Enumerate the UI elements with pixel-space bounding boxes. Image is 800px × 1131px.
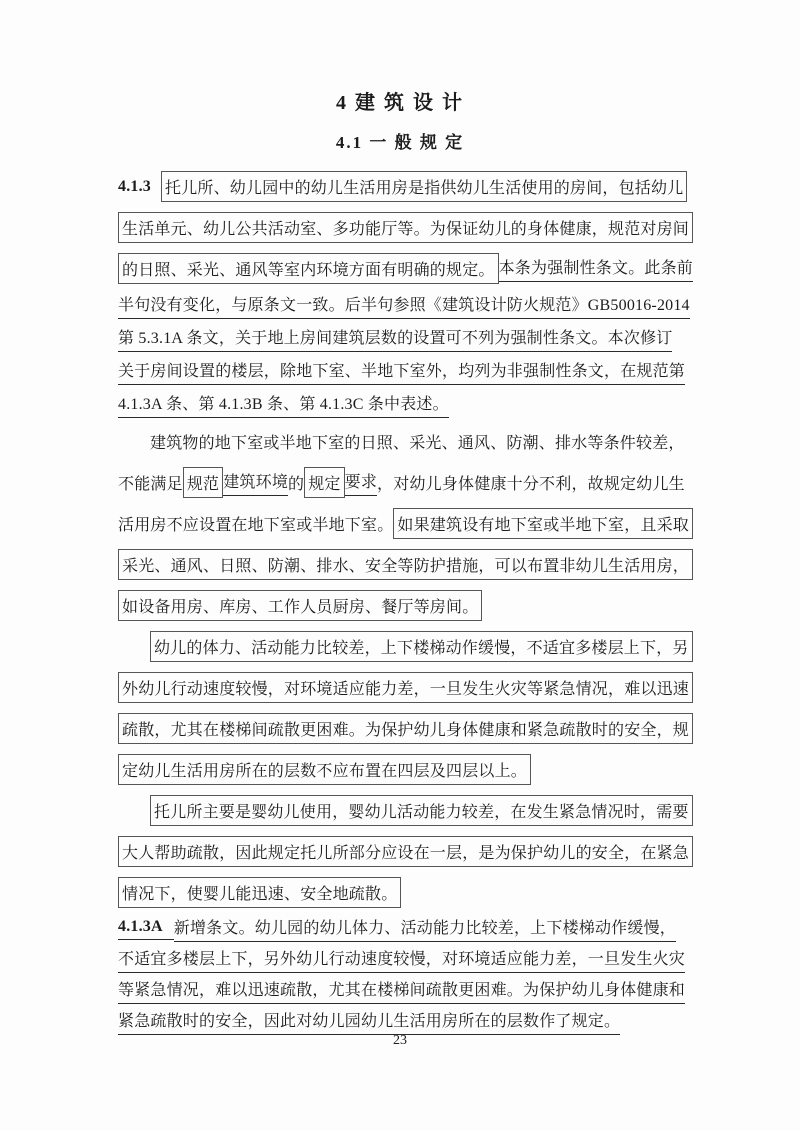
text-segment-bold-underline: 4.1.3A bbox=[118, 918, 174, 940]
text-segment-underline: 新增条文。幼儿园的幼儿体力、活动能力比较差，上下楼梯动作缓慢， bbox=[174, 915, 676, 942]
text-line bbox=[118, 913, 688, 944]
text-line bbox=[118, 667, 688, 708]
text-line bbox=[118, 831, 688, 872]
text-line bbox=[118, 872, 688, 913]
text-segment-box: 托儿所主要是婴幼儿使用，婴幼儿活动能力较差，在发生紧急情况时，需要 bbox=[150, 795, 693, 826]
text-line bbox=[118, 462, 688, 503]
text-segment-underline: 等紧急情况，难以迅速疏散，尤其在楼梯间疏散更困难。为保护幼儿身体健康和 bbox=[118, 977, 685, 1004]
text-line bbox=[118, 248, 694, 289]
text-segment-plain: 的 bbox=[288, 476, 305, 493]
text-line bbox=[118, 322, 688, 355]
text-line bbox=[118, 749, 688, 790]
text-segment-underline: 本条为强制性条文。此条前 bbox=[499, 255, 693, 282]
section-title: 4.1 一 般 规 定 bbox=[335, 133, 465, 152]
text-line bbox=[118, 388, 688, 421]
text-segment-underline: 要求 bbox=[345, 469, 377, 496]
text-line bbox=[118, 944, 688, 975]
text-line bbox=[118, 544, 688, 585]
text-segment-box: 定幼儿生活用房所在的层数不应布置在四层及四层以上。 bbox=[118, 754, 531, 785]
text-segment-plain: 建筑物的地下室或半地下室的日照、采光、通风、防潮、排水等条件较差， bbox=[150, 435, 685, 452]
text-segment-underline: 关于房间设置的楼层，除地下室、半地下室外，均列为非强制性条文，在规范第 bbox=[118, 358, 685, 385]
text-line bbox=[118, 708, 688, 749]
text-segment-box: 如设备用房、库房、工作人员厨房、餐厅等房间。 bbox=[118, 590, 482, 621]
text-segment-box: 疏散，尤其在楼梯间疏散更困难。为保护幼儿身体健康和紧急疏散时的安全，规 bbox=[118, 713, 693, 744]
text-segment-box: 规范 bbox=[183, 467, 223, 498]
text-segment-box: 大人帮助疏散，因此规定托儿所部分应设在一层，是为保护幼儿的安全，在紧急 bbox=[118, 836, 693, 867]
text-segment-underline: 4.1.3A 条、第 4.1.3B 条、第 4.1.3C 条中表述。 bbox=[118, 391, 449, 418]
text-segment-box: 规定 bbox=[304, 467, 344, 498]
text-segment-box: 情况下，使婴儿能迅速、安全地疏散。 bbox=[118, 877, 401, 908]
page-number: 23 bbox=[393, 1033, 407, 1048]
text-line bbox=[118, 626, 688, 667]
text-line bbox=[118, 421, 688, 462]
text-segment-underline: 第 5.3.1A 条文，关于地上房间建筑层数的设置可不列为强制性条文。本次修订 bbox=[118, 325, 672, 352]
text-segment-box: 幼儿的体力、活动能力比较差，上下楼梯动作缓慢，不适宜多楼层上下，另 bbox=[150, 631, 693, 662]
text-segment-underline: 不适宜多楼层上下，另外幼儿行动速度较慢，对环境适应能力差，一旦发生火灾 bbox=[118, 946, 685, 973]
text-line bbox=[118, 166, 688, 207]
text-segment-underline: 半句没有变化，与原条文一致。后半句参照《建筑设计防火规范》GB50016-2014 bbox=[118, 292, 690, 319]
text-segment-underline: 建筑环境 bbox=[223, 469, 288, 496]
chapter-title: 4 建 筑 设 计 bbox=[336, 92, 464, 114]
text-segment-box: 采光、通风、日照、防潮、排水、安全等防护措施，可以布置非幼儿生活用房， bbox=[118, 549, 693, 580]
text-line bbox=[118, 207, 688, 248]
text-segment-box: 生活单元、幼儿公共活动室、多功能厅等。为保证幼儿的身体健康，规范对房间 bbox=[118, 212, 693, 243]
text-segment-underline: 紧急疏散时的安全，因此对幼儿园幼儿生活用房所在的层数作了规定。 bbox=[118, 1008, 620, 1035]
text-line bbox=[118, 585, 688, 626]
text-segment-box: 外幼儿行动速度较慢，对环境适应能力差，一旦发生火灾等紧急情况，难以迅速 bbox=[118, 672, 693, 703]
text-line bbox=[118, 355, 688, 388]
text-segment-plain: 不能满足 bbox=[118, 476, 183, 493]
text-segment-plain: ，对幼儿身体健康十分不利，故规定幼儿生 bbox=[377, 476, 685, 493]
text-line bbox=[118, 975, 688, 1006]
text-segment-plain: 活用房不应设置在地下室或半地下室。 bbox=[118, 517, 394, 534]
text-line bbox=[118, 289, 688, 322]
text-segment-box: 的日照、采光、通风等室内环境方面有明确的规定。 bbox=[118, 253, 499, 284]
document-body bbox=[118, 166, 694, 1037]
text-segment-bold: 4.1.3 bbox=[118, 177, 151, 195]
text-line bbox=[118, 503, 688, 544]
text-line bbox=[118, 790, 688, 831]
text-segment-box: 如果建筑设有地下室或半地下室，且采取 bbox=[393, 508, 693, 539]
text-segment-box: 托儿所、幼儿园中的幼儿生活用房是指供幼儿生活使用的房间，包括幼儿 bbox=[161, 171, 687, 202]
